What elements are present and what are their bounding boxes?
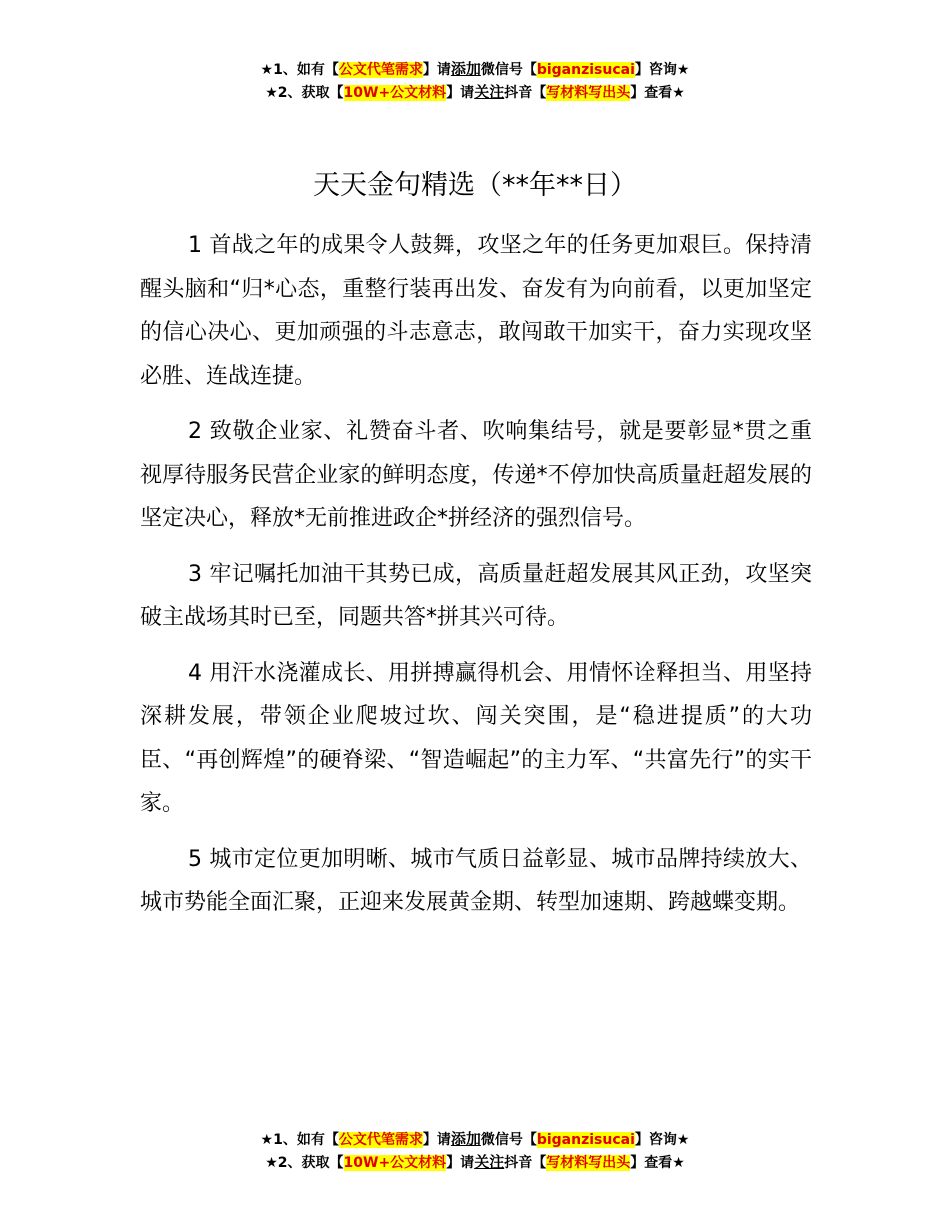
- document-body: [140, 224, 812, 937]
- banner-highlight-service: 公文代笔需求: [338, 1132, 423, 1148]
- banner-line-1: ★1、如有【公文代笔需求】请添加微信号【biganzisucai】咨询★: [260, 1130, 690, 1148]
- banner-emphasis: 添加: [450, 60, 481, 78]
- paragraph-1: 1 首战之年的成果令人鼓舞，攻坚之年的任务更加艰巨。保持清醒头脑和“归*心态，重整行装再出发、奋发有为向前看，以更加坚定的信心决心、更加顽强的斗志意志，敢闯敢干加实干，奋力实现攻坚必胜、连战连捷。: [140, 233, 812, 389]
- banner-emphasis: 添加: [450, 1130, 481, 1148]
- star-icon: ★: [672, 85, 685, 101]
- footer-banner: [0, 1128, 950, 1174]
- banner-line-1: ★1、如有【公文代笔需求】请添加微信号【biganzisucai】咨询★: [260, 60, 690, 78]
- star-icon: ★: [265, 85, 278, 101]
- star-icon: ★: [672, 1155, 685, 1171]
- banner-highlight-douyin: 写材料写出头: [546, 1155, 631, 1171]
- paragraph-2: 2 致敬企业家、礼赞奋斗者、吹响集结号，就是要彰显*贯之重视厚待服务民营企业家的鲜明态度，传递*不停加快高质量赶超发展的坚定决心，释放*无前推进政企*拼经济的强烈信号。: [140, 419, 812, 531]
- banner-line-2: ★2、获取【10W+公文材料】请关注抖音【写材料写出头】查看★: [265, 83, 685, 101]
- paragraph-3: 3 牢记嘱托加油干其势已成，高质量赶超发展其风正劲，攻坚突破主战场其时已至，同题共答*拼其兴可待。: [140, 561, 812, 630]
- star-icon: ★: [676, 1132, 690, 1148]
- document-title: 天天金句精选（**年**日）: [313, 170, 637, 201]
- banner-highlight-douyin: 写材料写出头: [546, 85, 631, 101]
- banner-highlight-materials: 10W+公文材料: [343, 1155, 447, 1171]
- banner-emphasis: 关注: [474, 1153, 505, 1171]
- star-icon: ★: [260, 62, 274, 78]
- banner-highlight-wechat-id: biganzisucai: [536, 1132, 635, 1148]
- star-icon: ★: [676, 62, 690, 78]
- banner-line-2: ★2、获取【10W+公文材料】请关注抖音【写材料写出头】查看★: [265, 1153, 685, 1171]
- star-icon: ★: [260, 1132, 274, 1148]
- paragraph-5: 5 城市定位更加明晰、城市气质日益彰显、城市品牌持续放大、城市势能全面汇聚，正迎来发展黄金期、转型加速期、跨越蝶变期。: [140, 846, 812, 915]
- star-icon: ★: [265, 1155, 278, 1171]
- banner-highlight-service: 公文代笔需求: [338, 62, 423, 78]
- banner-highlight-materials: 10W+公文材料: [343, 85, 447, 101]
- paragraph-4: 4 用汗水浇灌成长、用拼搏赢得机会、用情怀诠释担当、用坚持深耕发展，带领企业爬坡过坎、闯关突围，是“稳进提质”的大功臣、“再创辉煌”的硬脊梁、“智造崛起”的主力军、“共富先行”的实干家。: [140, 660, 812, 816]
- banner-highlight-wechat-id: biganzisucai: [536, 62, 635, 78]
- banner-emphasis: 关注: [474, 83, 505, 101]
- header-banner: [0, 58, 950, 104]
